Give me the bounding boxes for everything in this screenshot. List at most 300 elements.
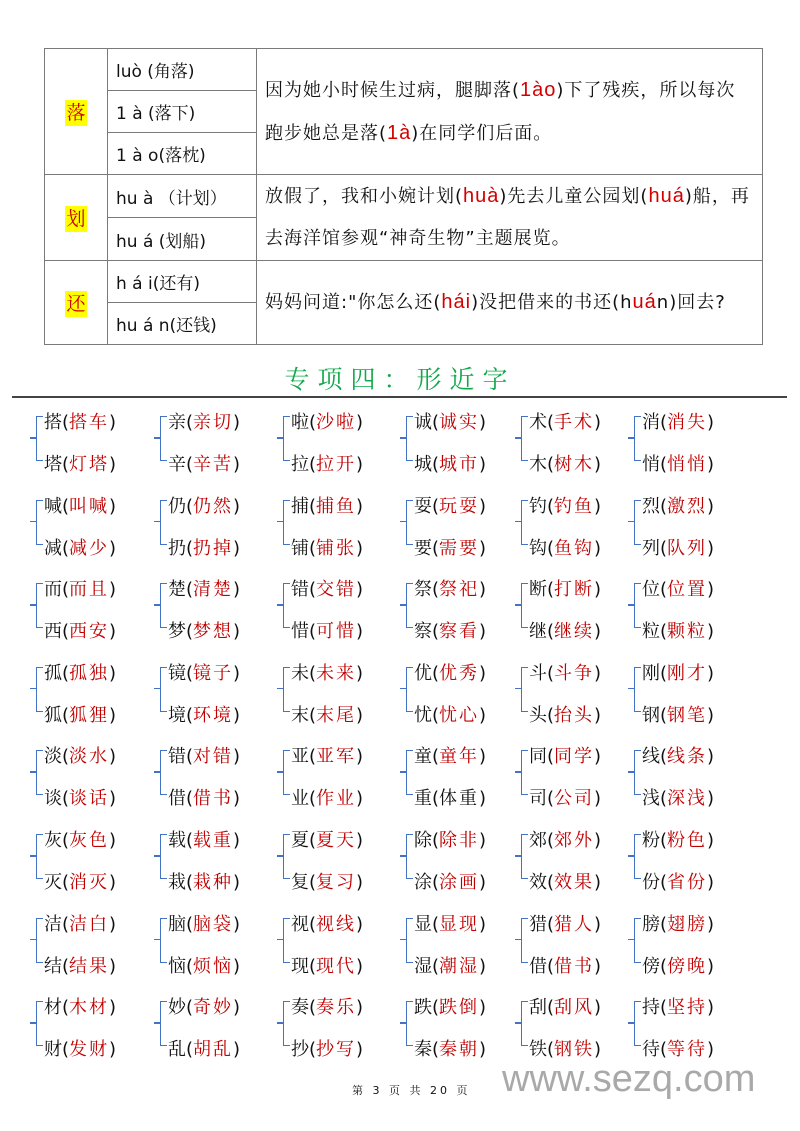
- paren: ): [233, 454, 241, 475]
- bracket-stem-icon: [154, 604, 161, 606]
- example-word: 孤独: [69, 662, 110, 684]
- paren: ): [356, 704, 364, 726]
- table-row: [45, 175, 763, 218]
- base-char: 效: [529, 872, 547, 893]
- char-pair: [628, 571, 748, 641]
- base-char: 耍: [414, 495, 432, 517]
- sentence-text: n)回去?: [656, 292, 726, 313]
- char-entry: [642, 575, 714, 601]
- bracket-icon: [406, 667, 413, 712]
- paren: ): [479, 621, 487, 643]
- example-word: 结果: [69, 955, 110, 977]
- bracket-stem-icon: [154, 1022, 161, 1024]
- example-word: 公司: [554, 788, 595, 810]
- char-entry: [44, 575, 116, 601]
- base-char: 扔: [168, 537, 186, 559]
- example-word: 傍晚: [667, 955, 708, 977]
- char-pair: [515, 989, 635, 1059]
- paren: (: [660, 746, 668, 768]
- paren: ): [707, 537, 715, 559]
- char-entry: [291, 701, 363, 727]
- base-char: 材: [44, 997, 62, 1019]
- example-word: 玩耍: [439, 495, 480, 517]
- base-char: 业: [291, 788, 309, 810]
- paren: ): [594, 579, 602, 601]
- base-char: 童: [414, 746, 432, 768]
- base-char: 刚: [642, 662, 660, 684]
- char-entry: [44, 450, 116, 476]
- paren: ): [479, 830, 487, 851]
- paren: ): [356, 621, 364, 643]
- bracket-icon: [406, 750, 413, 795]
- paren: ): [356, 746, 364, 768]
- char-entry: [414, 993, 486, 1019]
- base-char: 谈: [44, 788, 62, 810]
- base-char: 粉: [642, 830, 660, 851]
- example-word: 秦朝: [439, 1039, 480, 1061]
- example-word: 钢笔: [667, 704, 708, 726]
- char-entry: [529, 617, 601, 643]
- base-char: 狐: [44, 704, 62, 726]
- paren: ): [479, 746, 487, 768]
- base-char: 秦: [414, 1039, 432, 1061]
- example-word: 现代: [316, 955, 357, 977]
- pinyin-answer: huà: [463, 185, 500, 207]
- bracket-icon: [521, 918, 528, 963]
- paren: (: [432, 788, 440, 810]
- char-entry: [168, 742, 240, 768]
- pinyin-answer: hái: [441, 291, 472, 313]
- base-char: 恼: [168, 955, 186, 977]
- paren: (: [309, 872, 317, 893]
- paren: ): [594, 454, 602, 475]
- char-pair: [30, 655, 150, 725]
- paren: (: [547, 579, 555, 601]
- base-char: 结: [44, 955, 62, 977]
- example-word: 对错: [193, 746, 234, 768]
- paren: (: [432, 1039, 440, 1061]
- example-word: 队列: [667, 537, 708, 559]
- base-char: 减: [44, 537, 62, 559]
- paren: ): [356, 955, 364, 977]
- base-char: 湿: [414, 955, 432, 977]
- char-entry: [529, 659, 601, 685]
- char-entry: [291, 826, 363, 852]
- example-word: 显现: [439, 913, 480, 935]
- paren: (: [660, 830, 668, 851]
- bracket-stem-icon: [515, 688, 522, 690]
- paren: (: [547, 913, 555, 935]
- char-entry: [44, 952, 116, 978]
- bracket-stem-icon: [277, 604, 284, 606]
- paren: (: [186, 662, 194, 684]
- head-char-cell: [45, 175, 108, 261]
- example-word: 深浅: [667, 788, 708, 810]
- pinyin-answer: 1à: [387, 121, 412, 144]
- bracket-stem-icon: [628, 771, 635, 773]
- paren: ): [356, 1039, 364, 1061]
- base-char: 惜: [291, 621, 309, 643]
- paren: (: [186, 412, 194, 433]
- paren: ): [479, 579, 487, 601]
- example-word: 优秀: [439, 662, 480, 684]
- paren: (: [309, 412, 317, 433]
- base-char: 木: [529, 454, 547, 475]
- char-pair: [277, 822, 397, 892]
- bracket-icon: [160, 834, 167, 879]
- char-pair: [628, 488, 748, 558]
- bracket-icon: [160, 500, 167, 545]
- base-char: 淡: [44, 746, 62, 768]
- head-char-cell: [45, 261, 108, 345]
- char-entry: [291, 534, 363, 560]
- reading-cell: hu à （计划）: [108, 175, 257, 218]
- paren: ): [109, 746, 117, 768]
- paren: (: [186, 788, 194, 810]
- char-entry: [168, 492, 240, 518]
- base-char: 祭: [414, 579, 432, 601]
- base-char: 末: [291, 704, 309, 726]
- example-word: 消灭: [69, 872, 110, 893]
- paren: ): [356, 830, 364, 851]
- char-pair: [277, 571, 397, 641]
- base-char: 继: [529, 621, 547, 643]
- paren: ): [109, 955, 117, 977]
- char-entry: [529, 868, 601, 894]
- example-word: 西安: [69, 621, 110, 643]
- example-word: 夏天: [316, 830, 357, 851]
- bracket-stem-icon: [515, 771, 522, 773]
- pinyin-answer: 1ào: [520, 78, 557, 101]
- char-entry: [529, 826, 601, 852]
- char-entry: [168, 659, 240, 685]
- bracket-icon: [406, 583, 413, 628]
- example-word: 打断: [554, 579, 595, 601]
- sentence-text: 因为她小时候生过病，腿脚落(: [265, 79, 521, 101]
- base-char: 诚: [414, 412, 432, 433]
- paren: ): [233, 579, 241, 601]
- bracket-stem-icon: [628, 521, 635, 523]
- section-divider: [12, 396, 787, 398]
- bracket-icon: [406, 416, 413, 461]
- bracket-icon: [634, 667, 641, 712]
- paren: (: [309, 1039, 317, 1061]
- char-pair: [628, 655, 748, 725]
- char-entry: [642, 952, 714, 978]
- paren: ): [594, 495, 602, 517]
- bracket-icon: [634, 416, 641, 461]
- char-pair: [154, 822, 274, 892]
- paren: ): [479, 662, 487, 684]
- paren: ): [707, 788, 715, 810]
- base-char: 栽: [168, 872, 186, 893]
- char-entry: [529, 450, 601, 476]
- char-pair: [154, 989, 274, 1059]
- paren: (: [660, 997, 668, 1019]
- base-char: 头: [529, 704, 547, 726]
- paren: (: [547, 830, 555, 851]
- base-char: 城: [414, 454, 432, 475]
- char-entry: [529, 993, 601, 1019]
- bracket-stem-icon: [154, 688, 161, 690]
- base-char: 而: [44, 579, 62, 601]
- bracket-stem-icon: [515, 855, 522, 857]
- paren: ): [594, 872, 602, 893]
- paren: (: [309, 454, 317, 475]
- base-char: 消: [642, 412, 660, 433]
- bracket-icon: [521, 416, 528, 461]
- bracket-icon: [634, 1001, 641, 1046]
- paren: ): [594, 537, 602, 559]
- paren: ): [479, 872, 487, 893]
- paren: ): [233, 913, 241, 935]
- example-word: 发财: [69, 1039, 110, 1061]
- example-word: 亚军: [316, 746, 357, 768]
- bracket-icon: [283, 583, 290, 628]
- paren: ): [707, 412, 715, 433]
- paren: ): [233, 997, 241, 1019]
- char-entry: [414, 617, 486, 643]
- base-char: 忧: [414, 704, 432, 726]
- base-char: 错: [291, 579, 309, 601]
- example-word: 猎人: [554, 913, 595, 935]
- example-word: 清楚: [193, 579, 234, 601]
- paren: ): [109, 537, 117, 559]
- base-char: 妙: [168, 997, 186, 1019]
- paren: ): [233, 621, 241, 643]
- example-word: 洁白: [69, 913, 110, 935]
- example-word: 栽种: [193, 872, 234, 893]
- paren: ): [594, 662, 602, 684]
- char-entry: [414, 784, 486, 810]
- paren: ): [707, 913, 715, 935]
- base-char: 烈: [642, 495, 660, 517]
- pinyin-answer: uá: [632, 291, 657, 313]
- paren: (: [62, 788, 70, 810]
- example-word: 梦想: [193, 621, 234, 643]
- char-entry: [44, 993, 116, 1019]
- bracket-stem-icon: [154, 521, 161, 523]
- char-entry: [642, 826, 714, 852]
- bracket-stem-icon: [30, 437, 37, 439]
- paren: (: [62, 412, 70, 433]
- paren: ): [233, 1039, 241, 1061]
- bracket-stem-icon: [400, 688, 407, 690]
- paren: (: [660, 412, 668, 433]
- base-char: 重: [414, 788, 432, 810]
- paren: ): [707, 955, 715, 977]
- bracket-stem-icon: [30, 1022, 37, 1024]
- example-word: 镜子: [193, 662, 234, 684]
- paren: (: [62, 579, 70, 601]
- base-char: 洁: [44, 913, 62, 935]
- paren: (: [660, 788, 668, 810]
- char-entry: [291, 659, 363, 685]
- paren: ): [707, 997, 715, 1019]
- paren: (: [309, 704, 317, 726]
- sentence-text: )下了残疾，所以每次跑步她总是落(: [265, 79, 736, 144]
- base-char: 亲: [168, 412, 186, 433]
- base-char: 现: [291, 955, 309, 977]
- char-entry: [291, 868, 363, 894]
- char-pair: [154, 571, 274, 641]
- example-word: 未来: [316, 662, 357, 684]
- base-char: 铁: [529, 1039, 547, 1061]
- paren: ): [479, 537, 487, 559]
- paren: (: [309, 830, 317, 851]
- paren: ): [479, 788, 487, 810]
- bracket-stem-icon: [400, 855, 407, 857]
- paren: (: [660, 955, 668, 977]
- bracket-icon: [283, 918, 290, 963]
- bracket-stem-icon: [154, 939, 161, 941]
- char-entry: [642, 868, 714, 894]
- bracket-icon: [634, 750, 641, 795]
- paren: (: [432, 872, 440, 893]
- paren: ): [109, 1039, 117, 1061]
- base-char: 灰: [44, 830, 62, 851]
- base-char: 西: [44, 621, 62, 643]
- char-entry: [168, 408, 240, 434]
- paren: ): [594, 955, 602, 977]
- example-word: 淡水: [69, 746, 110, 768]
- paren: (: [186, 955, 194, 977]
- paren: (: [547, 495, 555, 517]
- paren: ): [356, 454, 364, 475]
- paren: (: [62, 913, 70, 935]
- example-word: 跌倒: [439, 997, 480, 1019]
- bracket-stem-icon: [30, 604, 37, 606]
- base-char: 刮: [529, 997, 547, 1019]
- example-word: 忧心: [439, 704, 480, 726]
- example-word: 刚才: [667, 662, 708, 684]
- example-word: 祭祀: [439, 579, 480, 601]
- bracket-icon: [283, 667, 290, 712]
- paren: ): [356, 997, 364, 1019]
- char-pair: [30, 989, 150, 1059]
- char-pair: [277, 488, 397, 558]
- paren: ): [356, 913, 364, 935]
- bracket-icon: [160, 667, 167, 712]
- paren: ): [479, 704, 487, 726]
- reading-cell: luò (角落): [108, 49, 257, 91]
- paren: (: [547, 997, 555, 1019]
- example-word: 谈话: [69, 788, 110, 810]
- base-char: 涂: [414, 872, 432, 893]
- paren: ): [707, 454, 715, 475]
- example-word: 搭车: [69, 412, 110, 433]
- base-char: 仍: [168, 495, 186, 517]
- paren: (: [660, 537, 668, 559]
- paren: (: [62, 746, 70, 768]
- example-word: 郊外: [554, 830, 595, 851]
- example-word: 末尾: [316, 704, 357, 726]
- char-entry: [44, 408, 116, 434]
- char-pair: [515, 404, 635, 474]
- paren: ): [233, 495, 241, 517]
- example-word: 体重: [439, 788, 480, 810]
- bracket-stem-icon: [277, 521, 284, 523]
- example-word: 斗争: [554, 662, 595, 684]
- paren: ): [109, 997, 117, 1019]
- char-entry: [168, 784, 240, 810]
- paren: (: [309, 788, 317, 810]
- char-pair: [515, 488, 635, 558]
- char-entry: [168, 617, 240, 643]
- reading-cell: hu á (划船): [108, 218, 257, 261]
- example-word: 胡乱: [193, 1039, 234, 1061]
- example-word: 环境: [193, 704, 234, 726]
- paren: (: [547, 955, 555, 977]
- char-pair: [154, 738, 274, 808]
- example-word: 手术: [554, 412, 595, 433]
- char-pair: [515, 822, 635, 892]
- example-word: 奏乐: [316, 997, 357, 1019]
- bracket-icon: [160, 416, 167, 461]
- char-entry: [642, 492, 714, 518]
- char-entry: [642, 701, 714, 727]
- example-word: 城市: [439, 454, 480, 475]
- paren: (: [547, 704, 555, 726]
- paren: (: [660, 495, 668, 517]
- char-entry: [642, 450, 714, 476]
- paren: ): [707, 495, 715, 517]
- bracket-stem-icon: [515, 939, 522, 941]
- paren: (: [186, 1039, 194, 1061]
- char-pair: [400, 571, 520, 641]
- paren: (: [660, 579, 668, 601]
- example-word: 狐狸: [69, 704, 110, 726]
- base-char: 傍: [642, 955, 660, 977]
- example-word: 灰色: [69, 830, 110, 851]
- paren: ): [594, 412, 602, 433]
- bracket-icon: [160, 1001, 167, 1046]
- bracket-icon: [634, 918, 641, 963]
- char-pair: [30, 822, 150, 892]
- base-char: 司: [529, 788, 547, 810]
- bracket-icon: [406, 918, 413, 963]
- base-char: 捕: [291, 495, 309, 517]
- paren: (: [62, 621, 70, 643]
- char-entry: [529, 952, 601, 978]
- paren: ): [479, 997, 487, 1019]
- example-word: 木材: [69, 997, 110, 1019]
- example-word: 烦恼: [193, 955, 234, 977]
- page-number: 第 3 页 共 20 页: [352, 1084, 471, 1097]
- bracket-icon: [521, 583, 528, 628]
- paren: (: [432, 955, 440, 977]
- paren: (: [186, 454, 194, 475]
- sentence-text: 放假了，我和小婉计划(: [265, 186, 464, 207]
- bracket-stem-icon: [30, 771, 37, 773]
- example-word: 省份: [667, 872, 708, 893]
- bracket-icon: [36, 1001, 43, 1046]
- paren: (: [432, 412, 440, 433]
- char-entry: [642, 408, 714, 434]
- char-entry: [642, 910, 714, 936]
- paren: ): [594, 788, 602, 810]
- example-sentence: [257, 175, 763, 261]
- char-entry: [529, 910, 601, 936]
- bracket-icon: [521, 750, 528, 795]
- bracket-icon: [521, 1001, 528, 1046]
- bracket-stem-icon: [30, 855, 37, 857]
- example-word: 察看: [439, 621, 480, 643]
- base-char: 份: [642, 872, 660, 893]
- paren: (: [432, 454, 440, 475]
- char-entry: [414, 952, 486, 978]
- head-char: 还: [66, 293, 86, 315]
